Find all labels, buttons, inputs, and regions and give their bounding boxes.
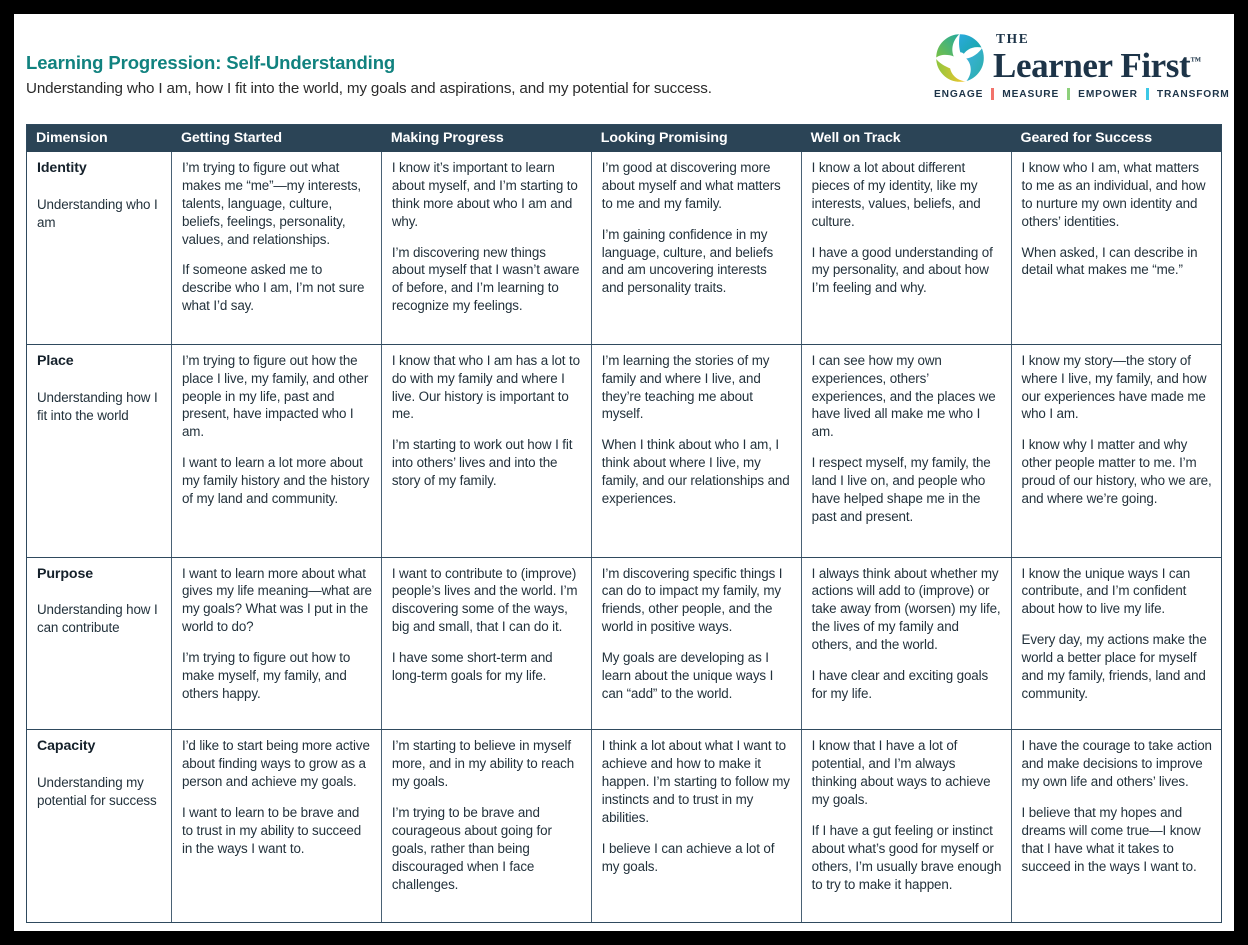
- page-subtitle: Understanding who I am, how I fit into the world, my goals and aspirations, and my potential for success.: [26, 80, 712, 98]
- cell-paragraph: I’m trying to figure out what makes me “me”—my interests, talents, language, culture, beliefs, feelings, personality, values, and relationships.: [181, 160, 362, 247]
- dimension-cell-capacity: [27, 730, 171, 922]
- cell-paragraph: I know that I have a lot of potential, and I’m always thinking about ways to achieve my goals.: [811, 738, 991, 807]
- cell-capacity-getting-started: [171, 730, 381, 922]
- cell-capacity-well-on-track: [801, 730, 1011, 922]
- cell-paragraph: I know my story—the story of where I live, my family, and how our experiences have made me who I am.: [1021, 352, 1207, 422]
- dimension-cell-place: [27, 344, 171, 557]
- logo-name-text: [993, 46, 1201, 85]
- cell-identity-looking-promising: [591, 152, 801, 344]
- cell-paragraph: I’m discovering new things about myself that I wasn’t aware of before, and I’m learning to recognize my feelings.: [391, 244, 580, 314]
- cell-paragraph: I’m learning the stories of my family and where I live, and they’re teaching me about myself.: [601, 352, 770, 422]
- cell-paragraph: I know that who I am has a lot to do with my family and where I live. Our history is important to me.: [391, 352, 580, 422]
- cell-paragraph: I have some short-term and long-term goals for my life.: [391, 650, 553, 683]
- document-page: [14, 14, 1234, 931]
- cell-paragraph: I want to learn to be brave and to trust in my ability to succeed in the ways I want to.: [181, 804, 362, 856]
- tagline-word-transform: TRANSFORM: [1156, 88, 1230, 100]
- cell-paragraph: I’m trying to be brave and courageous about going for goals, rather than being discouraged when I face challenges.: [391, 804, 552, 892]
- learner-first-pinwheel-icon: [934, 32, 986, 84]
- cell-paragraph: I’m trying to figure out how to make myself, my family, and others happy.: [181, 650, 351, 701]
- cell-paragraph: I’m starting to believe in myself more, and in my ability to reach my goals.: [391, 738, 575, 790]
- cell-capacity-making-progress: [381, 730, 591, 922]
- dimension-description: Understanding my potential for success: [37, 775, 157, 809]
- cell-paragraph: I want to contribute to (improve) people’s lives and the world. I’m discovering some of the ways, big and small, that I can do it.: [391, 565, 578, 635]
- dimension-name: Capacity: [37, 738, 96, 755]
- cell-purpose-making-progress: [381, 557, 591, 730]
- cell-paragraph: If I have a gut feeling or instinct about what’s good for myself or others, I’m usually brave enough to try to make it happen.: [811, 822, 1002, 892]
- table-header: [27, 125, 1221, 152]
- progression-table-container: [26, 124, 1222, 923]
- document-header: [14, 14, 1234, 122]
- cell-paragraph: I know who I am, what matters to me as an individual, and how to nurture my own identity and others’ identities.: [1021, 160, 1206, 229]
- cell-paragraph: I think a lot about what I want to achieve and how to make it happen. I’m starting to follow my instincts and to trust in my abilities.: [601, 738, 790, 825]
- table-header-row: [27, 125, 1221, 152]
- cell-paragraph: I’m gaining confidence in my language, culture, and beliefs and am uncovering interests and personality traits.: [601, 226, 774, 296]
- cell-paragraph: I have a good understanding of my personality, and about how I’m feeling and why.: [811, 244, 993, 296]
- dimension-description: Understanding how I fit into the world: [37, 389, 158, 423]
- dimension-description: Understanding who I am: [37, 196, 158, 230]
- logo-the-text: THE: [996, 31, 1030, 46]
- cell-purpose-looking-promising: [591, 557, 801, 730]
- cell-capacity-looking-promising: [591, 730, 801, 922]
- cell-paragraph: If someone asked me to describe who I am, I’m not sure what I’d say.: [181, 262, 365, 314]
- cell-paragraph: I know a lot about different pieces of my identity, like my interests, values, beliefs, and culture.: [811, 160, 981, 229]
- tagline-separator-2: [1067, 88, 1070, 100]
- column-header-looking-promising: Looking Promising: [591, 125, 801, 152]
- column-header-well-on-track: Well on Track: [801, 125, 1011, 152]
- cell-place-looking-promising: [591, 344, 801, 557]
- cell-paragraph: I know it’s important to learn about myself, and I’m starting to think more about who I am and why.: [391, 160, 578, 229]
- page-title: Learning Progression: Self-Understanding: [26, 52, 396, 73]
- logo-lockup: [934, 30, 1216, 86]
- cell-identity-geared-for-success: [1011, 152, 1221, 344]
- tagline-word-empower: EMPOWER: [1078, 88, 1138, 100]
- logo-tagline: [934, 88, 1230, 100]
- cell-paragraph: I want to learn a lot more about my family history and the history of my land and community.: [181, 455, 370, 506]
- cell-purpose-geared-for-success: [1011, 557, 1221, 730]
- cell-place-geared-for-success: [1011, 344, 1221, 557]
- tagline-word-measure: MEASURE: [1002, 88, 1060, 100]
- dimension-name: Purpose: [37, 565, 94, 582]
- cell-place-getting-started: [171, 344, 381, 557]
- column-header-dimension: Dimension: [27, 125, 171, 152]
- cell-paragraph: I respect myself, my family, the land I live on, and people who have helped shape me in the past and present.: [811, 455, 991, 524]
- table-row: [27, 730, 1221, 922]
- cell-place-well-on-track: [801, 344, 1011, 557]
- cell-paragraph: I want to learn more about what gives my life meaning—what are my goals? What was I put in the world to do?: [181, 565, 372, 635]
- tagline-separator-3: [1146, 88, 1149, 100]
- cell-purpose-getting-started: [171, 557, 381, 730]
- cell-paragraph: I can see how my own experiences, others’ experiences, and the places we have lived all make me who I am.: [811, 352, 996, 440]
- learner-first-logo: [934, 30, 1230, 110]
- trademark-symbol: ™: [1190, 55, 1201, 68]
- column-header-getting-started: Getting Started: [171, 125, 381, 152]
- cell-paragraph: When asked, I can describe in detail what makes me “me.”: [1021, 244, 1198, 278]
- cell-paragraph: My goals are developing as I learn about the unique ways I can “add” to the world.: [601, 650, 774, 701]
- dimension-name: Identity: [37, 160, 87, 176]
- logo-name-inner: Learner First: [993, 46, 1191, 85]
- table-row: [27, 557, 1221, 730]
- table-body: [27, 152, 1221, 922]
- cell-place-making-progress: [381, 344, 591, 557]
- dimension-name: Place: [37, 352, 74, 369]
- logo-wordmark: [993, 30, 1216, 84]
- cell-paragraph: I’d like to start being more active about finding ways to grow as a person and achieve my goals.: [181, 738, 370, 790]
- cell-identity-well-on-track: [801, 152, 1011, 344]
- tagline-separator-1: [991, 88, 994, 100]
- dimension-cell-purpose: [27, 557, 171, 730]
- cell-identity-getting-started: [171, 152, 381, 344]
- cell-paragraph: I know the unique ways I can contribute, and I’m confident about how to live my life.: [1021, 565, 1191, 617]
- tagline-word-engage: ENGAGE: [934, 88, 984, 100]
- cell-paragraph: Every day, my actions make the world a better place for myself and my family, friends, land and community.: [1021, 632, 1207, 701]
- table-row: [27, 344, 1221, 557]
- cell-paragraph: I believe I can achieve a lot of my goals.: [601, 840, 775, 874]
- cell-paragraph: I have the courage to take action and make decisions to improve my own life and others’ lives.: [1021, 738, 1212, 790]
- cell-paragraph: I’m trying to figure out how the place I live, my family, and other people in my life, past and present, have impacted who I am.: [181, 352, 369, 440]
- table-row: [27, 152, 1221, 344]
- title-block: [26, 52, 712, 99]
- dimension-description: Understanding how I can contribute: [37, 602, 158, 636]
- dimension-cell-identity: [27, 152, 171, 344]
- cell-purpose-well-on-track: [801, 557, 1011, 730]
- cell-identity-making-progress: [381, 152, 591, 344]
- cell-paragraph: I’m good at discovering more about myself and what matters to me and my family.: [601, 160, 781, 211]
- progression-table: [27, 125, 1221, 922]
- cell-paragraph: I always think about whether my actions will add to (improve) or take away from (worsen) my life, the lives of my family and others, and the world.: [811, 565, 1001, 653]
- column-header-geared-for-success: Geared for Success: [1011, 125, 1221, 152]
- cell-capacity-geared-for-success: [1011, 730, 1221, 922]
- cell-paragraph: When I think about who I am, I think about where I live, my family, and our relationships and experiences.: [601, 437, 790, 506]
- cell-paragraph: I know why I matter and why other people matter to me. I’m proud of our history, who we are, and where we’re going.: [1021, 437, 1212, 506]
- cell-paragraph: I believe that my hopes and dreams will come true—I know that I have what it takes to succeed in the ways I want to.: [1021, 804, 1201, 874]
- column-header-making-progress: Making Progress: [381, 125, 591, 152]
- cell-paragraph: I’m discovering specific things I can do to impact my family, my friends, other people, and the world in positive ways.: [601, 565, 783, 635]
- cell-paragraph: I’m starting to work out how I fit into others’ lives and into the story of my family.: [391, 437, 573, 489]
- cell-paragraph: I have clear and exciting goals for my life.: [811, 667, 989, 701]
